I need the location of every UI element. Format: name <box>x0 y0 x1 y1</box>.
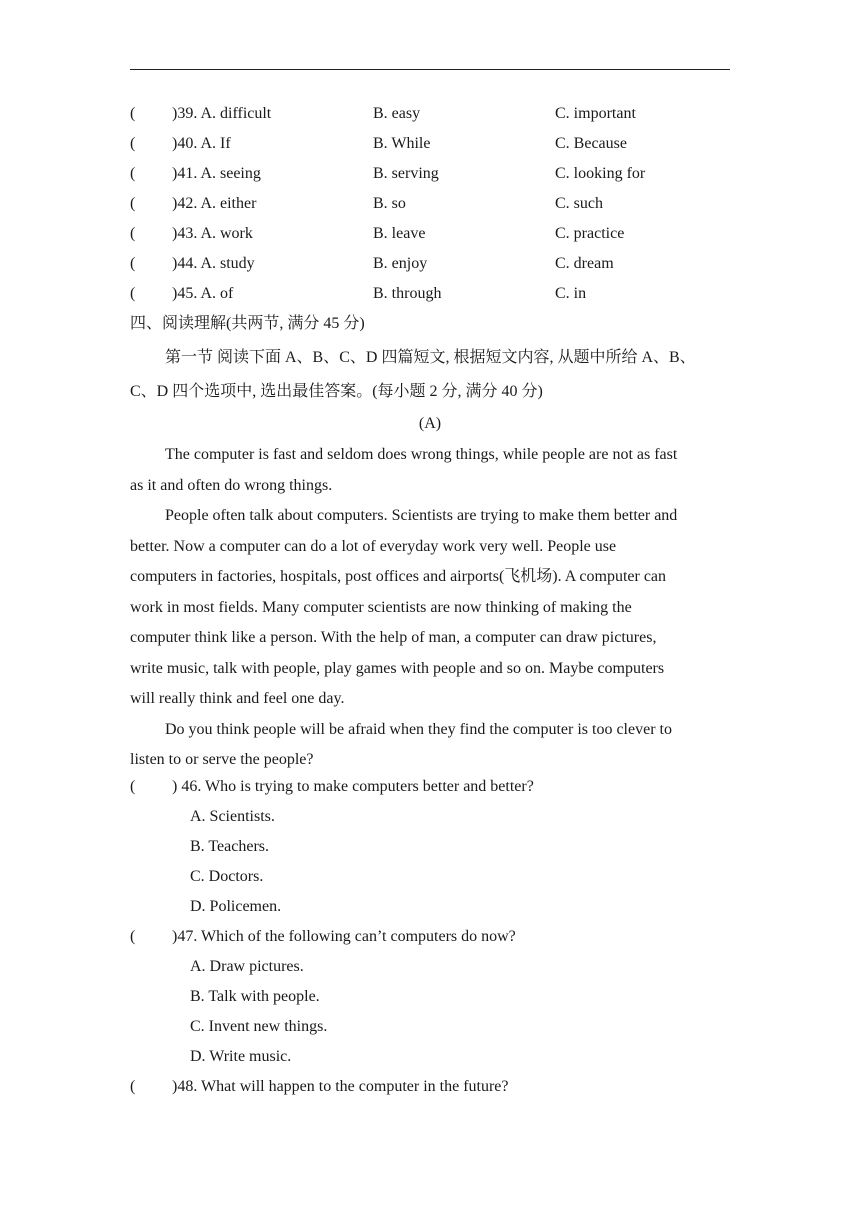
option-c: C. looking for <box>555 165 646 182</box>
option-b: B. serving <box>373 165 439 182</box>
answer-option: A. Scientists. <box>190 808 275 825</box>
passage-line: computers in factories, hospitals, post offices and airports(飞机场). A computer can <box>130 568 667 585</box>
answer-paren: ( <box>130 778 136 795</box>
answer-option: D. Policemen. <box>190 898 282 915</box>
answer-paren: ( <box>130 928 136 945</box>
option-a: )40. A. If <box>172 135 231 152</box>
section1-intro-line2: C、D 四个选项中, 选出最佳答案。(每小题 2 分, 满分 40 分) <box>130 383 543 400</box>
passage-line: work in most fields. Many computer scientists are now thinking of making the <box>130 598 632 616</box>
passage-line: The computer is fast and seldom does wrong things, while people are not as fast <box>165 446 678 463</box>
option-a: )39. A. difficult <box>172 105 272 122</box>
option-a: )42. A. either <box>172 195 257 212</box>
option-c: C. such <box>555 195 603 212</box>
passage-line: better. Now a computer can do a lot of everyday work very well. People use <box>130 537 617 555</box>
answer-paren: ( <box>130 195 136 212</box>
answer-paren: ( <box>130 285 136 302</box>
section-heading: 四、阅读理解(共两节, 满分 45 分) <box>130 315 365 332</box>
option-b: B. leave <box>373 225 426 242</box>
passage-line: as it and often do wrong things. <box>130 476 333 494</box>
answer-paren: ( <box>130 135 136 152</box>
passage-line: will really think and feel one day. <box>130 690 345 707</box>
option-c: C. in <box>555 285 587 302</box>
option-c: C. practice <box>555 225 625 242</box>
section1-intro-line1: 第一节 阅读下面 A、B、C、D 四篇短文, 根据短文内容, 从题中所给 A、B、 <box>165 349 696 366</box>
answer-option: C. Invent new things. <box>190 1018 328 1035</box>
option-b: B. through <box>373 285 442 302</box>
question-text: )48. What will happen to the computer in the future? <box>172 1078 509 1095</box>
answer-paren: ( <box>130 165 136 182</box>
option-b: B. so <box>373 195 406 212</box>
passage-line: computer think like a person. With the help of man, a computer can draw pictures, <box>130 629 657 646</box>
answer-paren: ( <box>130 1078 136 1095</box>
option-b: B. While <box>373 135 431 152</box>
option-c: C. Because <box>555 135 627 152</box>
question-text: )47. Which of the following can’t computers do now? <box>172 928 516 945</box>
answer-paren: ( <box>130 225 136 242</box>
question-text: ) 46. Who is trying to make computers better and better? <box>172 778 534 795</box>
option-b: B. easy <box>373 105 421 122</box>
answer-option: B. Talk with people. <box>190 988 320 1005</box>
passage-label: (A) <box>418 415 442 432</box>
passage-line: People often talk about computers. Scientists are trying to make them better and <box>165 507 678 524</box>
answer-option: A. Draw pictures. <box>190 958 304 975</box>
option-a: )41. A. seeing <box>172 165 261 182</box>
option-c: C. important <box>555 105 636 122</box>
passage-line: listen to or serve the people? <box>130 751 314 768</box>
answer-option: C. Doctors. <box>190 868 264 885</box>
answer-paren: ( <box>130 255 136 272</box>
passage-line: Do you think people will be afraid when they find the computer is too clever to <box>165 720 672 738</box>
answer-option: B. Teachers. <box>190 838 269 855</box>
option-a: )44. A. study <box>172 255 255 272</box>
answer-paren: ( <box>130 105 136 122</box>
answer-option: D. Write music. <box>190 1048 292 1065</box>
passage-line: write music, talk with people, play games with people and so on. Maybe computers <box>130 659 665 677</box>
option-a: )45. A. of <box>172 285 234 302</box>
option-c: C. dream <box>555 255 614 272</box>
option-a: )43. A. work <box>172 225 253 242</box>
header-rule <box>130 69 730 70</box>
option-b: B. enjoy <box>373 255 428 272</box>
passage-text <box>130 440 735 776</box>
